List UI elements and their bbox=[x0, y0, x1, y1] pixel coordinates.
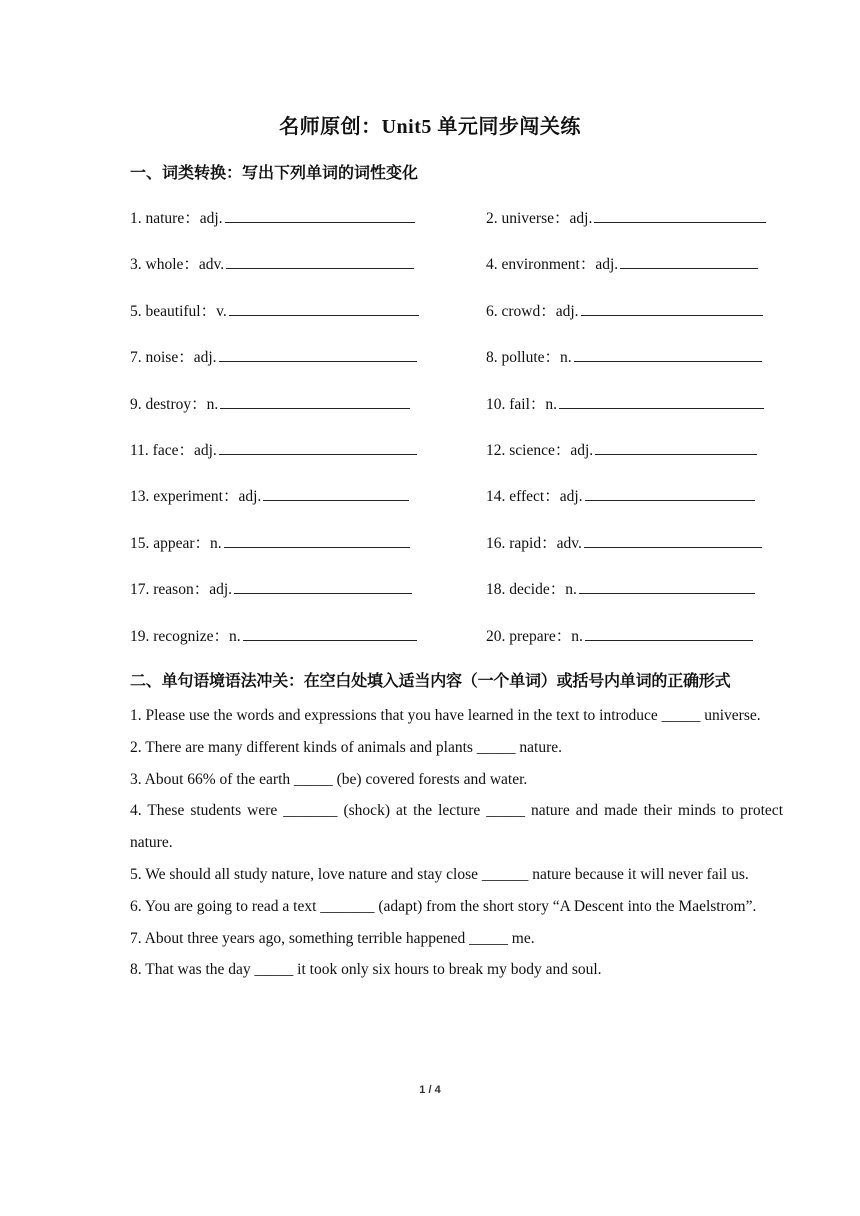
section-1-heading: 一、词类转换：写出下列单词的词性变化 bbox=[130, 163, 419, 182]
answer-blank[interactable] bbox=[220, 394, 410, 409]
vocab-item: 7. noise：adj. bbox=[130, 345, 417, 367]
answer-blank[interactable] bbox=[243, 626, 417, 641]
vocab-item: 6. crowd：adj. bbox=[486, 299, 763, 321]
answer-blank[interactable] bbox=[595, 440, 757, 455]
vocab-item: 19. recognize：n. bbox=[130, 624, 417, 646]
vocab-item: 4. environment：adj. bbox=[486, 252, 758, 274]
answer-blank[interactable] bbox=[585, 626, 753, 641]
vocab-row bbox=[130, 624, 790, 670]
grammar-item: 5. We should all study nature, love nature and stay close ______ nature because it will never fail us. bbox=[130, 865, 749, 883]
grammar-item: 1. Please use the words and expressions that you have learned in the text to introduce _____ universe. bbox=[130, 707, 761, 724]
vocab-item: 17. reason：adj. bbox=[130, 577, 412, 599]
grammar-item: 8. That was the day _____ it took only six hours to break my body and soul. bbox=[130, 961, 602, 979]
vocab-row bbox=[130, 577, 790, 623]
vocab-row bbox=[130, 531, 790, 577]
answer-blank[interactable] bbox=[219, 440, 417, 455]
answer-blank[interactable] bbox=[594, 208, 766, 223]
answer-blank[interactable] bbox=[226, 254, 414, 269]
vocab-item: 5. beautiful：v. bbox=[130, 299, 419, 321]
vocab-item: 2. universe：adj. bbox=[486, 206, 766, 228]
answer-blank[interactable] bbox=[579, 579, 755, 594]
answer-blank[interactable] bbox=[559, 394, 764, 409]
answer-blank[interactable] bbox=[225, 208, 415, 223]
answer-blank[interactable] bbox=[581, 301, 763, 316]
grammar-item: 3. About 66% of the earth _____ (be) covered forests and water. bbox=[130, 770, 528, 788]
grammar-item: 2. There are many different kinds of animals and plants _____ nature. bbox=[130, 738, 563, 756]
vocab-item: 1. nature：adj. bbox=[130, 206, 415, 228]
vocab-row bbox=[130, 438, 790, 484]
grammar-exercise bbox=[130, 700, 783, 986]
section-2-heading: 二、单句语境语法冲关：在空白处填入适当内容（一个单词）或括号内单词的正确形式 bbox=[130, 671, 731, 690]
vocab-row bbox=[130, 345, 790, 391]
grammar-item: 6. You are going to read a text _______ (adapt) from the short story “A Descent into the Maelstrom”. bbox=[130, 897, 757, 915]
vocab-item: 10. fail：n. bbox=[486, 392, 764, 414]
vocab-row bbox=[130, 206, 790, 252]
vocab-item: 12. science：adj. bbox=[486, 438, 757, 460]
vocab-item: 16. rapid：adv. bbox=[486, 531, 762, 553]
vocab-item: 18. decide：n. bbox=[486, 577, 755, 599]
answer-blank[interactable] bbox=[234, 579, 412, 594]
answer-blank[interactable] bbox=[224, 533, 410, 548]
vocab-item: 8. pollute：n. bbox=[486, 345, 762, 367]
page-number: 1 / 4 bbox=[419, 1084, 441, 1096]
answer-blank[interactable] bbox=[584, 533, 762, 548]
vocab-item: 9. destroy：n. bbox=[130, 392, 410, 414]
vocab-row bbox=[130, 299, 790, 345]
answer-blank[interactable] bbox=[620, 254, 758, 269]
vocab-item: 11. face：adj. bbox=[130, 438, 417, 460]
vocab-item: 20. prepare：n. bbox=[486, 624, 753, 646]
answer-blank[interactable] bbox=[219, 347, 417, 362]
grammar-item: 4. These students were _______ (shock) at the lecture _____ nature and made their minds to protect nature. bbox=[130, 802, 783, 852]
vocab-item: 15. appear：n. bbox=[130, 531, 410, 553]
vocab-row bbox=[130, 484, 790, 530]
vocab-item: 3. whole：adv. bbox=[130, 252, 414, 274]
vocab-exercise bbox=[130, 206, 790, 670]
grammar-item: 7. About three years ago, something terrible happened _____ me. bbox=[130, 929, 535, 947]
answer-blank[interactable] bbox=[574, 347, 762, 362]
answer-blank[interactable] bbox=[229, 301, 419, 316]
vocab-item: 14. effect：adj. bbox=[486, 484, 755, 506]
page-title: 名师原创：Unit5 单元同步闯关练 bbox=[279, 116, 581, 138]
vocab-item: 13. experiment：adj. bbox=[130, 484, 409, 506]
vocab-row bbox=[130, 252, 790, 298]
answer-blank[interactable] bbox=[263, 486, 409, 501]
vocab-row bbox=[130, 392, 790, 438]
answer-blank[interactable] bbox=[585, 486, 755, 501]
